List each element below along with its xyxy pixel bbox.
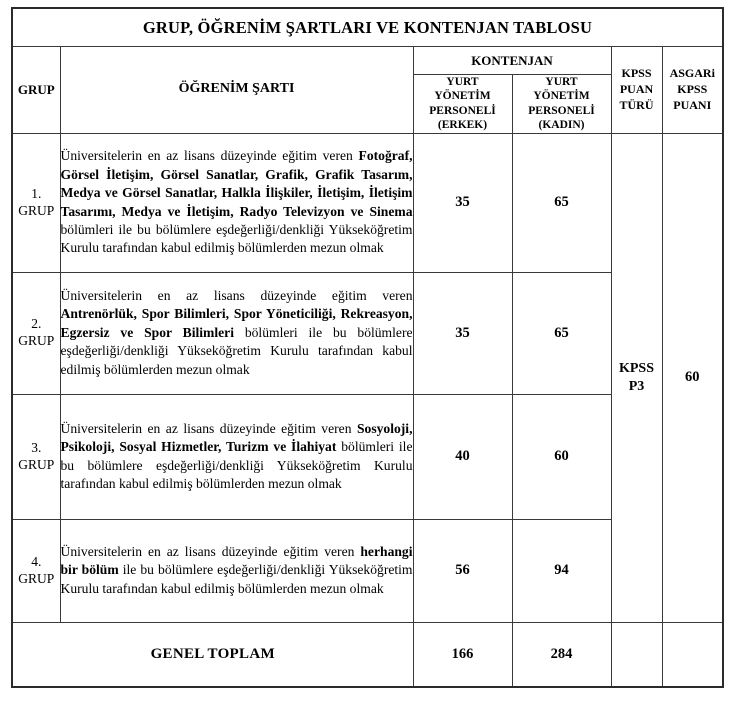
column-header-kontenjan: KONTENJAN [413, 47, 611, 75]
table-title-row [12, 8, 723, 47]
sarti-bold-departments: herhangi bir bölüm [60, 543, 413, 578]
grup-number: 4. [31, 553, 42, 569]
cell-kontenjan-kadin: 65 [512, 272, 611, 394]
sarti-suffix: bölümleri ile bu bölümlere eşdeğerliği/denkliği Yükseköğretim Kurulu tarafından kabul edilmiş bölümlerden mezun olmak [60, 221, 413, 256]
sarti-suffix: bölümleri ile bu bölümlere eşdeğerliği/denkliği Yükseköğretim Kurulu tarafından kabul edilmiş bölümlerden mezun olmak [60, 324, 413, 377]
grup-label: GRUP [18, 202, 55, 218]
cell-ogrenim-sarti [60, 272, 413, 394]
sarti-bold-departments: Antrenörlük, Spor Bilimleri, Spor Yöneticiliği, Rekreasyon, Egzersiz ve Spor Bilimleri [60, 306, 413, 340]
table-row [12, 133, 723, 272]
cell-kontenjan-erkek: 56 [413, 519, 512, 622]
sarti-suffix: ile bu bölümlere eşdeğerliği/denkliği Yükseköğretim Kurulu tarafından kabul edilmiş bölümlerden mezun olmak [60, 562, 413, 596]
grup-label: GRUP [18, 456, 55, 472]
column-header-ogrenim-sarti: ÖĞRENİM ŞARTI [60, 47, 413, 134]
cell-kontenjan-erkek: 35 [413, 272, 512, 394]
grup-label: GRUP [18, 570, 55, 586]
header-row-primary [12, 47, 723, 75]
total-asgari-kpss-puani-blank [662, 622, 723, 687]
cell-kpss-puan-turu-value [611, 133, 662, 622]
asgari-kpss-puani-line-1: ASGARi [669, 66, 715, 81]
cell-asgari-kpss-puani-value: 60 [662, 133, 723, 622]
cell-grup [12, 519, 60, 622]
kpss-puan-turu-line-3: TÜRÜ [619, 97, 654, 112]
total-kontenjan-kadin: 284 [512, 622, 611, 687]
total-kontenjan-erkek: 166 [413, 622, 512, 687]
sarti-bold-departments: Sosyoloji, Psikoloji, Sosyal Hizmetler, Turizm ve İlahiyat [60, 420, 413, 455]
kpss-value-line-1: KPSS [618, 361, 654, 376]
cell-kontenjan-kadin: 94 [512, 519, 611, 622]
sarti-prefix: Üniversitelerin en az lisans düzeyinde eğitim veren [60, 543, 361, 559]
kontenjan-erkek-line-2: YÖNETİM [434, 90, 491, 103]
column-header-kontenjan-kadin [512, 75, 611, 134]
cell-ogrenim-sarti [60, 133, 413, 272]
cell-ogrenim-sarti [60, 519, 413, 622]
sarti-bold-departments: Fotoğraf, Görsel İletişim, Görsel Sanatlar, Grafik, Grafik Tasarım, Medya ve Görsel Sanatlar, Halkla İlişkiler, İletişim, İletişim Tasarımı, Medya ve İletişim, Radyo Televizyon ve Sinema [60, 148, 413, 219]
kontenjan-kadin-line-1: YURT [545, 76, 578, 88]
kontenjan-erkek-line-4: (ERKEK) [437, 119, 488, 132]
cell-grup [12, 394, 60, 519]
kontenjan-table [11, 7, 724, 688]
kpss-puan-turu-line-1: KPSS [621, 66, 652, 81]
cell-kontenjan-erkek: 40 [413, 394, 512, 519]
kpss-puan-turu-line-2: PUAN [619, 81, 654, 96]
asgari-kpss-puani-line-2: KPSS [677, 81, 708, 96]
column-header-grup: GRUP [12, 47, 60, 134]
grup-number: 1. [31, 185, 42, 201]
kontenjan-kadin-line-3: PERSONELİ [528, 104, 595, 117]
cell-kontenjan-kadin: 65 [512, 133, 611, 272]
column-header-kpss-puan-turu [611, 47, 662, 134]
table-total-row [12, 622, 723, 687]
kpss-value-line-2: P3 [628, 378, 645, 394]
cell-grup [12, 133, 60, 272]
sarti-prefix: Üniversitelerin en az lisans düzeyinde eğitim veren [60, 420, 357, 436]
grup-label: GRUP [18, 333, 55, 348]
cell-kontenjan-kadin: 60 [512, 394, 611, 519]
sarti-prefix: Üniversitelerin en az lisans düzeyinde eğitim veren [60, 148, 359, 164]
sarti-prefix: Üniversitelerin en az lisans düzeyinde eğitim veren [60, 288, 413, 304]
kontenjan-kadin-line-4: (KADIN) [538, 119, 585, 132]
kontenjan-erkek-line-1: YURT [446, 76, 479, 88]
column-header-asgari-kpss-puani [662, 47, 723, 134]
page-title: GRUP, ÖĞRENİM ŞARTLARI VE KONTENJAN TABLOSU [12, 8, 723, 47]
total-label: GENEL TOPLAM [12, 622, 413, 687]
sarti-suffix: bölümleri ile bu bölümlere eşdeğerliği/denkliği Yükseköğretim Kurulu tarafından kabul edilmiş bölümlerden mezun olmak [60, 439, 413, 491]
cell-grup [12, 272, 60, 394]
asgari-kpss-puani-line-3: PUANI [673, 97, 712, 112]
kontenjan-erkek-line-3: PERSONELİ [429, 104, 496, 117]
cell-kontenjan-erkek: 35 [413, 133, 512, 272]
total-kpss-puan-turu-blank [611, 622, 662, 687]
column-header-kontenjan-erkek [413, 75, 512, 134]
grup-number: 3. [31, 439, 42, 455]
kontenjan-kadin-line-2: YÖNETİM [533, 90, 590, 103]
cell-ogrenim-sarti [60, 394, 413, 519]
grup-number: 2. [31, 316, 42, 332]
